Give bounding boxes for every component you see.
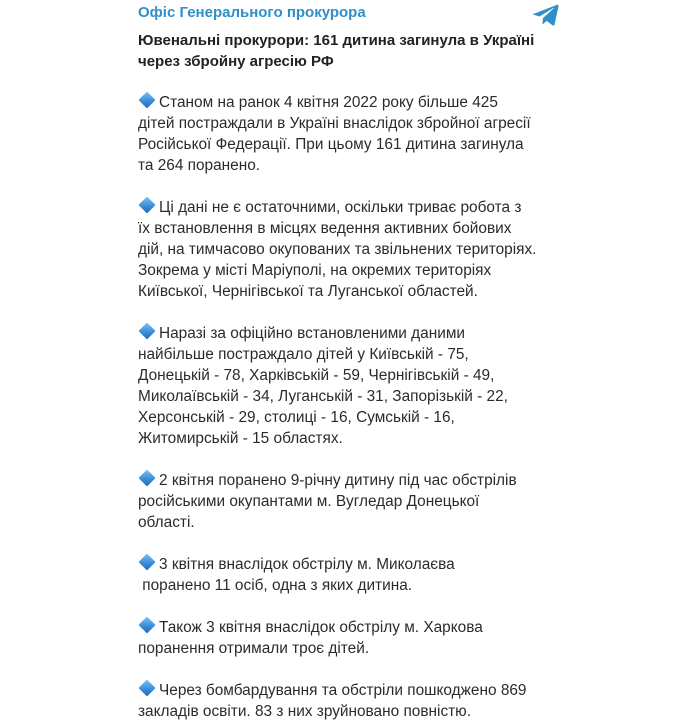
paragraph-line: 2 квітня поранено 9-річну дитину під час обстрілів: [138, 470, 517, 491]
paragraph-line: Миколаївській - 34, Луганській - 31, Запорізькій - 22,: [138, 388, 508, 405]
paragraph-line: Ці дані не є остаточними, оскільки триває робота з: [138, 197, 536, 218]
post-paragraph: [138, 470, 517, 533]
blue-diamond-icon: [139, 323, 156, 340]
post-paragraph: [138, 680, 527, 722]
paragraph-line: Житомирській - 15 областях.: [138, 430, 343, 447]
paragraph-line: їх встановлення в місцях ведення активних бойових: [138, 220, 512, 237]
paragraph-line: Станом на ранок 4 квітня 2022 року більше 425: [138, 92, 531, 113]
paragraph-line: дій, на тимчасово окупованих та звільнених територіях.: [138, 241, 537, 258]
blue-diamond-icon: [139, 554, 156, 571]
paragraph-line: 3 квітня внаслідок обстрілу м. Миколаєва: [138, 554, 455, 575]
paragraph-line: найбільше постраждало дітей у Київській - 75,: [138, 346, 469, 363]
paragraph-line: області.: [138, 514, 195, 531]
paragraph-line: та 264 поранено.: [138, 157, 261, 174]
post-paragraph: [138, 554, 455, 596]
post-paragraph: [138, 197, 536, 302]
paragraph-line: поранення отримали троє дітей.: [138, 640, 370, 657]
post-title: [138, 30, 534, 72]
blue-diamond-icon: [139, 617, 156, 634]
paragraph-line: Зокрема у місті Маріуполі, на окремих територіях: [138, 262, 492, 279]
post-title-line: Ювенальні прокурори: 161 дитина загинула в Україні: [138, 32, 535, 49]
post-paragraph: [138, 92, 531, 176]
paragraph-line: російськими окупантами м. Вугледар Донецької: [138, 493, 480, 510]
paragraph-line: Також 3 квітня внаслідок обстрілу м. Харкова: [138, 617, 483, 638]
channel-name-link[interactable]: Офіс Генерального прокурора: [138, 4, 366, 21]
telegram-icon[interactable]: [533, 4, 559, 26]
post-title-line: через збройну агресію РФ: [138, 53, 334, 70]
paragraph-line: Донецькій - 78, Харківській - 59, Чернігівській - 49,: [138, 367, 495, 384]
paragraph-line: Херсонській - 29, столиці - 16, Сумській - 16,: [138, 409, 455, 426]
paragraph-line: Російської Федерації. При цьому 161 дитина загинула: [138, 136, 524, 153]
paragraph-line: Через бомбардування та обстріли пошкоджено 869: [138, 680, 527, 701]
paragraph-line: поранено 11 осіб, одна з яких дитина.: [138, 577, 413, 594]
blue-diamond-icon: [139, 470, 156, 487]
post-paragraph: [138, 323, 508, 449]
blue-diamond-icon: [139, 197, 156, 214]
paragraph-line: Наразі за офіційно встановленими даними: [138, 323, 508, 344]
blue-diamond-icon: [139, 92, 156, 109]
paragraph-line: дітей постраждали в Україні внаслідок збройної агресії: [138, 115, 531, 132]
blue-diamond-icon: [139, 680, 156, 697]
post-paragraph: [138, 617, 483, 659]
paragraph-line: закладів освіти. 83 з них зруйновано повністю.: [138, 703, 472, 720]
paragraph-line: Київської, Чернігівської та Луганської областей.: [138, 283, 478, 300]
